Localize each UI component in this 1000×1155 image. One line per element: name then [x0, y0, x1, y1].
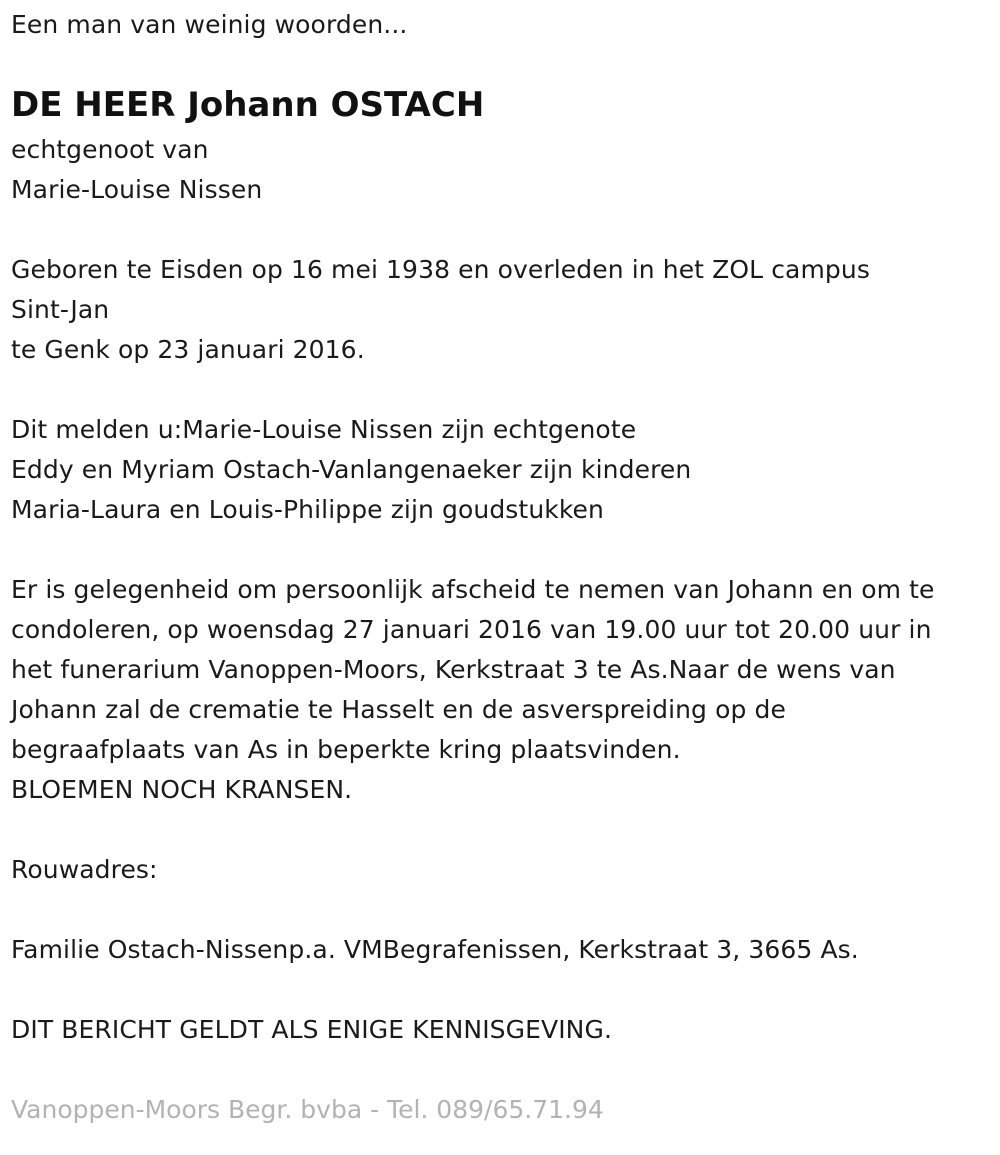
- funeral-home-footer: Vanoppen-Moors Begr. bvba - Tel. 089/65.71.94: [11, 1095, 604, 1124]
- spacer: [11, 970, 1000, 1010]
- spacer: [11, 370, 1000, 410]
- spacer: [11, 1050, 1000, 1090]
- family-line: Dit melden u:Marie-Louise Nissen zijn echtgenote: [11, 415, 637, 444]
- spouse-block: [11, 130, 1000, 210]
- birth-death-paragraph: [11, 250, 1000, 370]
- spacer: [11, 210, 1000, 250]
- farewell-line: BLOEMEN NOCH KRANSEN.: [11, 775, 353, 804]
- obituary-page: [0, 5, 1000, 1155]
- spouse-intro-text: echtgenoot van: [11, 135, 209, 164]
- mourning-address-label: Rouwadres:: [11, 855, 158, 884]
- farewell-line: Johann zal de crematie te Hasselt en de asverspreiding op de: [11, 695, 786, 724]
- spacer: [11, 810, 1000, 850]
- family-line: Eddy en Myriam Ostach-Vanlangenaeker zijn kinderen: [11, 455, 692, 484]
- mourning-address-text: Familie Ostach-Nissenp.a. VMBegrafenissen, Kerkstraat 3, 3665 As.: [11, 935, 859, 964]
- spacer: [11, 890, 1000, 930]
- birth-death-line: Sint-Jan: [11, 295, 110, 324]
- farewell-line: begraafplaats van As in beperkte kring plaatsvinden.: [11, 735, 681, 764]
- spouse-name-text: Marie-Louise Nissen: [11, 175, 263, 204]
- farewell-paragraph: [11, 570, 1000, 810]
- birth-death-line: te Genk op 23 januari 2016.: [11, 335, 365, 364]
- notice-text: DIT BERICHT GELDT ALS ENIGE KENNISGEVING.: [11, 1015, 612, 1044]
- farewell-line: het funerarium Vanoppen-Moors, Kerkstraat 3 te As.Naar de wens van: [11, 655, 896, 684]
- birth-death-line: Geboren te Eisden op 16 mei 1938 en overleden in het ZOL campus: [11, 255, 870, 284]
- family-line: Maria-Laura en Louis-Philippe zijn goudstukken: [11, 495, 604, 524]
- intro-text: Een man van weinig woorden...: [11, 10, 408, 39]
- farewell-line: condoleren, op woensdag 27 januari 2016 van 19.00 uur tot 20.00 uur in: [11, 615, 932, 644]
- farewell-line: Er is gelegenheid om persoonlijk afscheid te nemen van Johann en om te: [11, 575, 935, 604]
- deceased-name-heading: DE HEER Johann OSTACH: [11, 85, 485, 125]
- family-paragraph: [11, 410, 1000, 530]
- spacer: [11, 530, 1000, 570]
